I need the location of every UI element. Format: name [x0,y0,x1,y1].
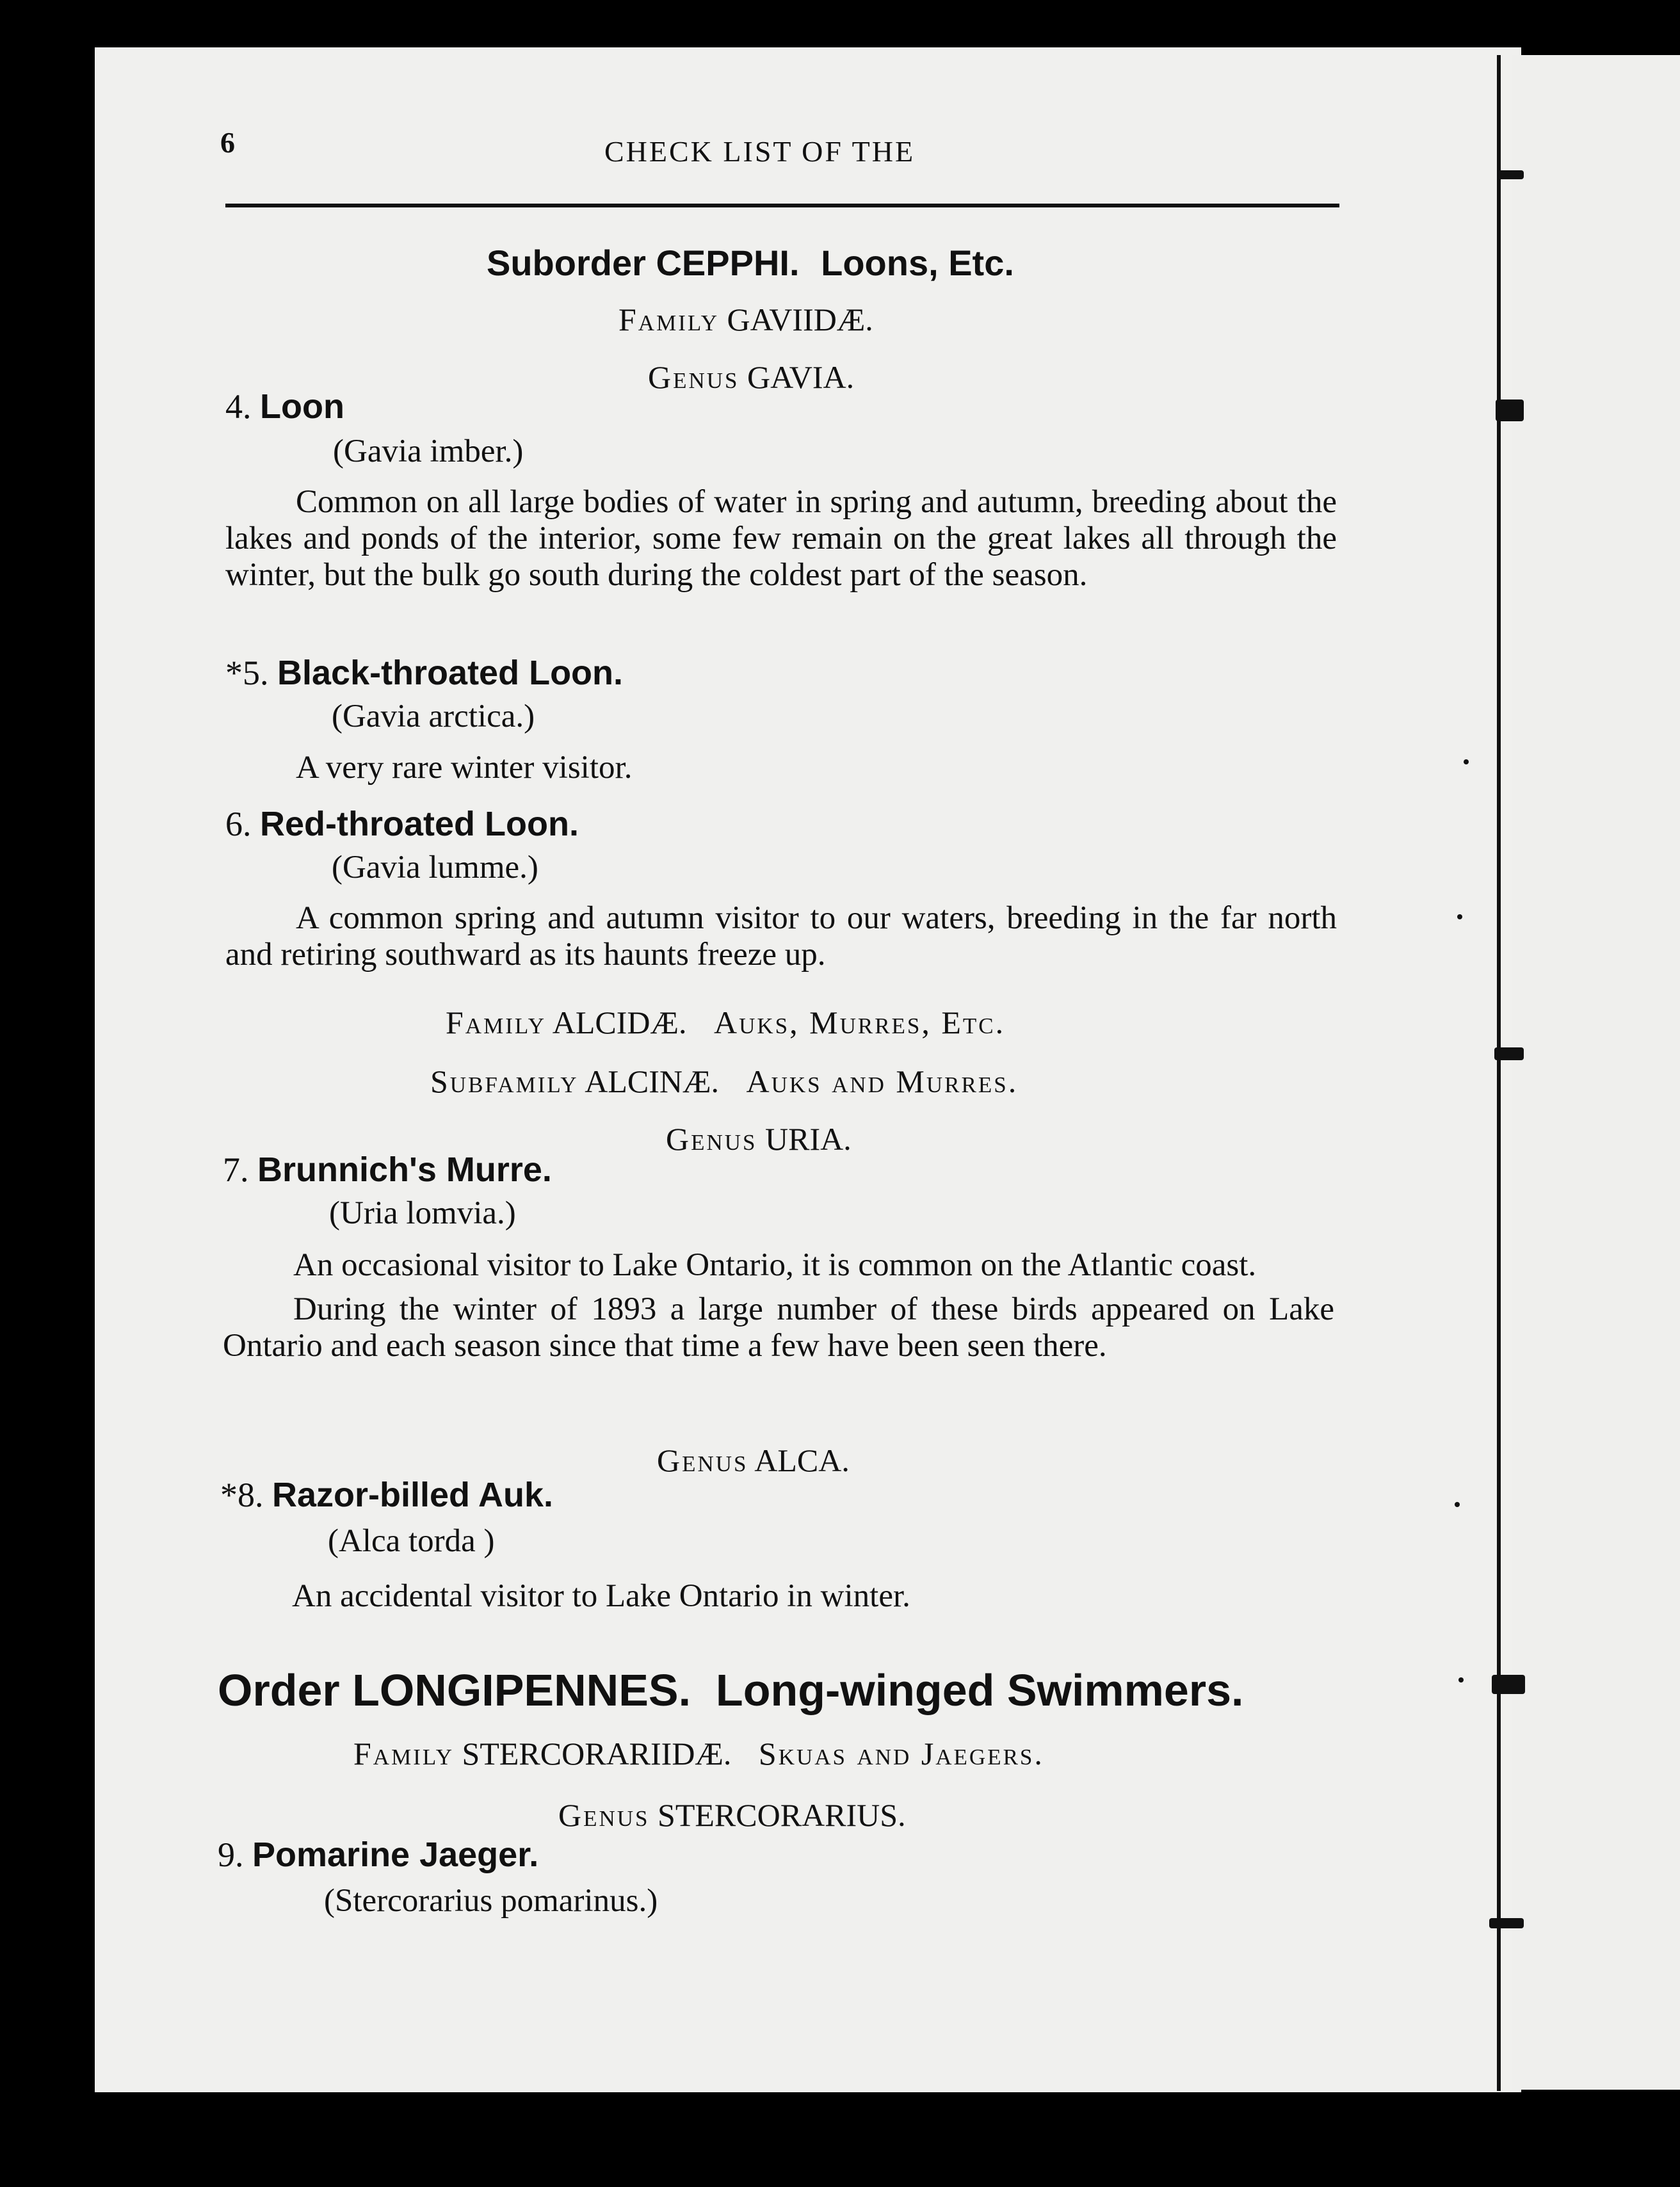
binding-clip [1492,1675,1525,1694]
species-number: 6. [225,805,252,843]
genus-name: URIA. [765,1121,852,1157]
next-page-edge [1512,55,1680,2090]
species-description [225,484,1337,593]
species-latin: (Uria lomvia.) [329,1195,516,1231]
genus-label: Genus [648,359,739,395]
genus-label: Genus [666,1121,757,1157]
species-latin: (Gavia imber.) [333,433,524,469]
suborder-name: CEPPHI [656,243,789,283]
paper-speck [1457,914,1462,919]
species-entry-7 [223,1150,552,1190]
family-label: Family [353,1736,455,1771]
family-name: GAVIIDÆ. [727,302,873,337]
genus-heading [648,359,854,396]
binding-clip [1496,399,1524,421]
species-name: Red-throated Loon. [260,805,579,843]
species-name: Loon [260,387,344,426]
description-paragraph: During the winter of 1893 a large number of these birds appeared on Lake Ontario and each season since that time a few have been seen there. [223,1291,1334,1364]
species-entry-4 [225,387,344,426]
species-number: 7. [223,1150,249,1189]
species-description: A very rare winter visitor. [296,750,633,786]
genus-heading [657,1442,850,1479]
species-description [223,1247,1334,1364]
page-number: 6 [220,126,235,159]
family-common-name: Auks, Murres, Etc. [713,1005,1006,1040]
family-label: Family [446,1005,547,1040]
species-name: Brunnich's Murre. [257,1150,552,1189]
paper-speck [1458,1677,1464,1683]
species-latin: (Gavia arctica.) [332,698,535,734]
species-number: *5. [225,654,269,692]
order-heading: Order LONGIPENNES. Long-winged Swimmers. [218,1665,1244,1715]
species-name: Pomarine Jaeger. [252,1836,539,1874]
description-paragraph: An occasional visitor to Lake Ontario, it is common on the Atlantic coast. [293,1247,1257,1283]
species-number: 4. [225,387,252,426]
family-common-name: Skuas and Jaegers. [758,1736,1044,1771]
family-heading [618,301,873,338]
subfamily-name: ALCINÆ. [585,1063,719,1099]
family-heading [353,1735,1044,1772]
species-latin: (Gavia lumme.) [332,850,538,885]
genus-name: ALCA. [754,1442,850,1478]
page-gutter-line [1497,55,1501,2091]
paper-speck [1455,1502,1460,1507]
genus-label: Genus [558,1797,650,1833]
species-entry-5 [225,653,623,693]
subfamily-heading [430,1063,1018,1100]
genus-heading [558,1796,906,1834]
running-title: CHECK LIST OF THE [604,135,916,168]
species-description [225,900,1337,973]
genus-name: GAVIA. [747,359,855,395]
family-name: ALCIDÆ. [552,1005,687,1040]
species-description: An accidental visitor to Lake Ontario in winter. [292,1578,910,1614]
description-paragraph: Common on all large bodies of water in spring and autumn, breeding about the lakes and ponds of the interior, some few remain on the great lakes all through the winter, but the bulk go south during the coldest part of the season. [225,484,1337,593]
suborder-heading: Suborder CEPPHI. Loons, Etc. [487,243,1014,283]
paper-speck [1464,759,1469,764]
suborder-prefix: Suborder [487,243,646,283]
binding-clip [1489,1918,1524,1928]
binding-clip [1494,1047,1524,1060]
genus-label: Genus [657,1442,748,1478]
species-number: 9. [218,1836,244,1874]
species-name: Black-throated Loon. [277,654,624,692]
species-name: Razor-billed Auk. [272,1476,554,1514]
species-entry-8 [220,1475,553,1515]
genus-heading [666,1120,852,1158]
species-latin: (Alca torda ) [328,1523,495,1559]
species-entry-6 [225,804,579,844]
genus-name: STERCORARIUS. [658,1797,906,1833]
subfamily-label: Subfamily [430,1063,579,1099]
species-entry-9 [218,1835,538,1875]
header-rule [225,204,1339,207]
binding-clip [1498,170,1524,179]
description-paragraph: A common spring and autumn visitor to our waters, breeding in the far north and retiring southward as its haunts freeze up. [225,900,1337,972]
subfamily-common-name: Auks and Murres. [746,1063,1019,1099]
species-number: *8. [220,1476,264,1514]
species-latin: (Stercorarius pomarinus.) [324,1883,658,1919]
family-label: Family [618,302,720,337]
suborder-common: Loons, Etc. [821,243,1014,283]
family-heading [446,1004,1005,1041]
family-name: STERCORARIIDÆ. [462,1736,732,1771]
